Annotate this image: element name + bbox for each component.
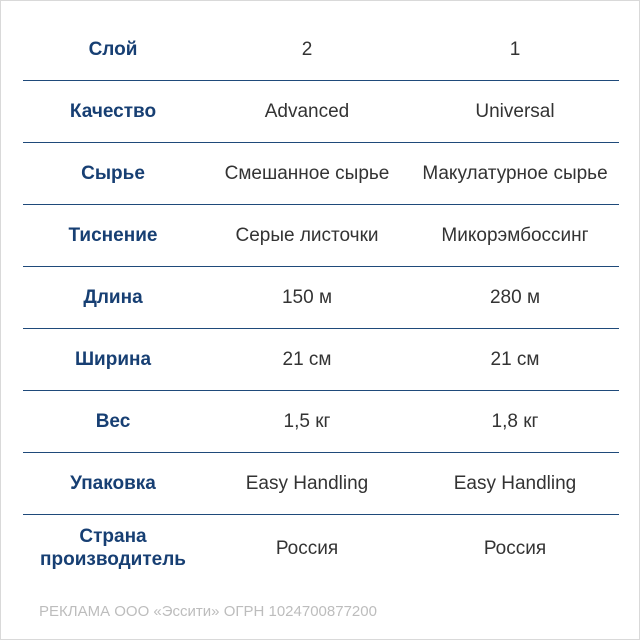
value-1ply: Россия bbox=[483, 537, 547, 559]
value-2ply: 1,5 кг bbox=[283, 411, 331, 432]
row-label: Вес bbox=[95, 411, 131, 432]
value-2ply: Смешанное сырье bbox=[224, 163, 390, 184]
table-row-width bbox=[23, 329, 619, 391]
value-1ply: Easy Handling bbox=[453, 473, 577, 494]
value-2ply: Advanced bbox=[264, 101, 350, 122]
table-row-embossing bbox=[23, 205, 619, 267]
value-1ply: 21 см bbox=[490, 349, 540, 370]
value-1ply: 280 м bbox=[489, 287, 541, 308]
value-1ply: 1 bbox=[509, 39, 521, 60]
value-2ply: 2 bbox=[301, 39, 313, 60]
value-2ply: Россия bbox=[275, 537, 339, 559]
table-row-packaging bbox=[23, 453, 619, 515]
table-row-layers bbox=[23, 19, 619, 81]
value-1ply: Universal bbox=[475, 101, 555, 122]
spec-table bbox=[23, 19, 619, 581]
row-label: Длина bbox=[83, 287, 143, 308]
table-row-weight bbox=[23, 391, 619, 453]
row-label: Упаковка bbox=[70, 473, 156, 494]
value-1ply: Макулатурное сырье bbox=[422, 163, 608, 184]
table-row-country bbox=[23, 515, 619, 581]
value-1ply: 1,8 кг bbox=[491, 411, 539, 432]
value-2ply: 150 м bbox=[281, 287, 333, 308]
value-2ply: Серые листочки bbox=[235, 225, 379, 246]
row-label: Сырье bbox=[81, 163, 145, 184]
table-row-material bbox=[23, 143, 619, 205]
row-label: Тиснение bbox=[68, 225, 158, 246]
ad-disclaimer: РЕКЛАМА ООО «Эссити» ОГРН 1024700877200 bbox=[39, 603, 377, 620]
row-label: Ширина bbox=[74, 349, 152, 370]
value-2ply: 21 см bbox=[282, 349, 332, 370]
row-label: Слой bbox=[88, 39, 138, 60]
table-row-quality bbox=[23, 81, 619, 143]
value-1ply: Микорэмбоссинг bbox=[441, 225, 589, 246]
row-label: Страна производитель bbox=[40, 526, 186, 570]
row-label: Качество bbox=[69, 101, 157, 122]
table-row-length bbox=[23, 267, 619, 329]
value-2ply: Easy Handling bbox=[245, 473, 369, 494]
